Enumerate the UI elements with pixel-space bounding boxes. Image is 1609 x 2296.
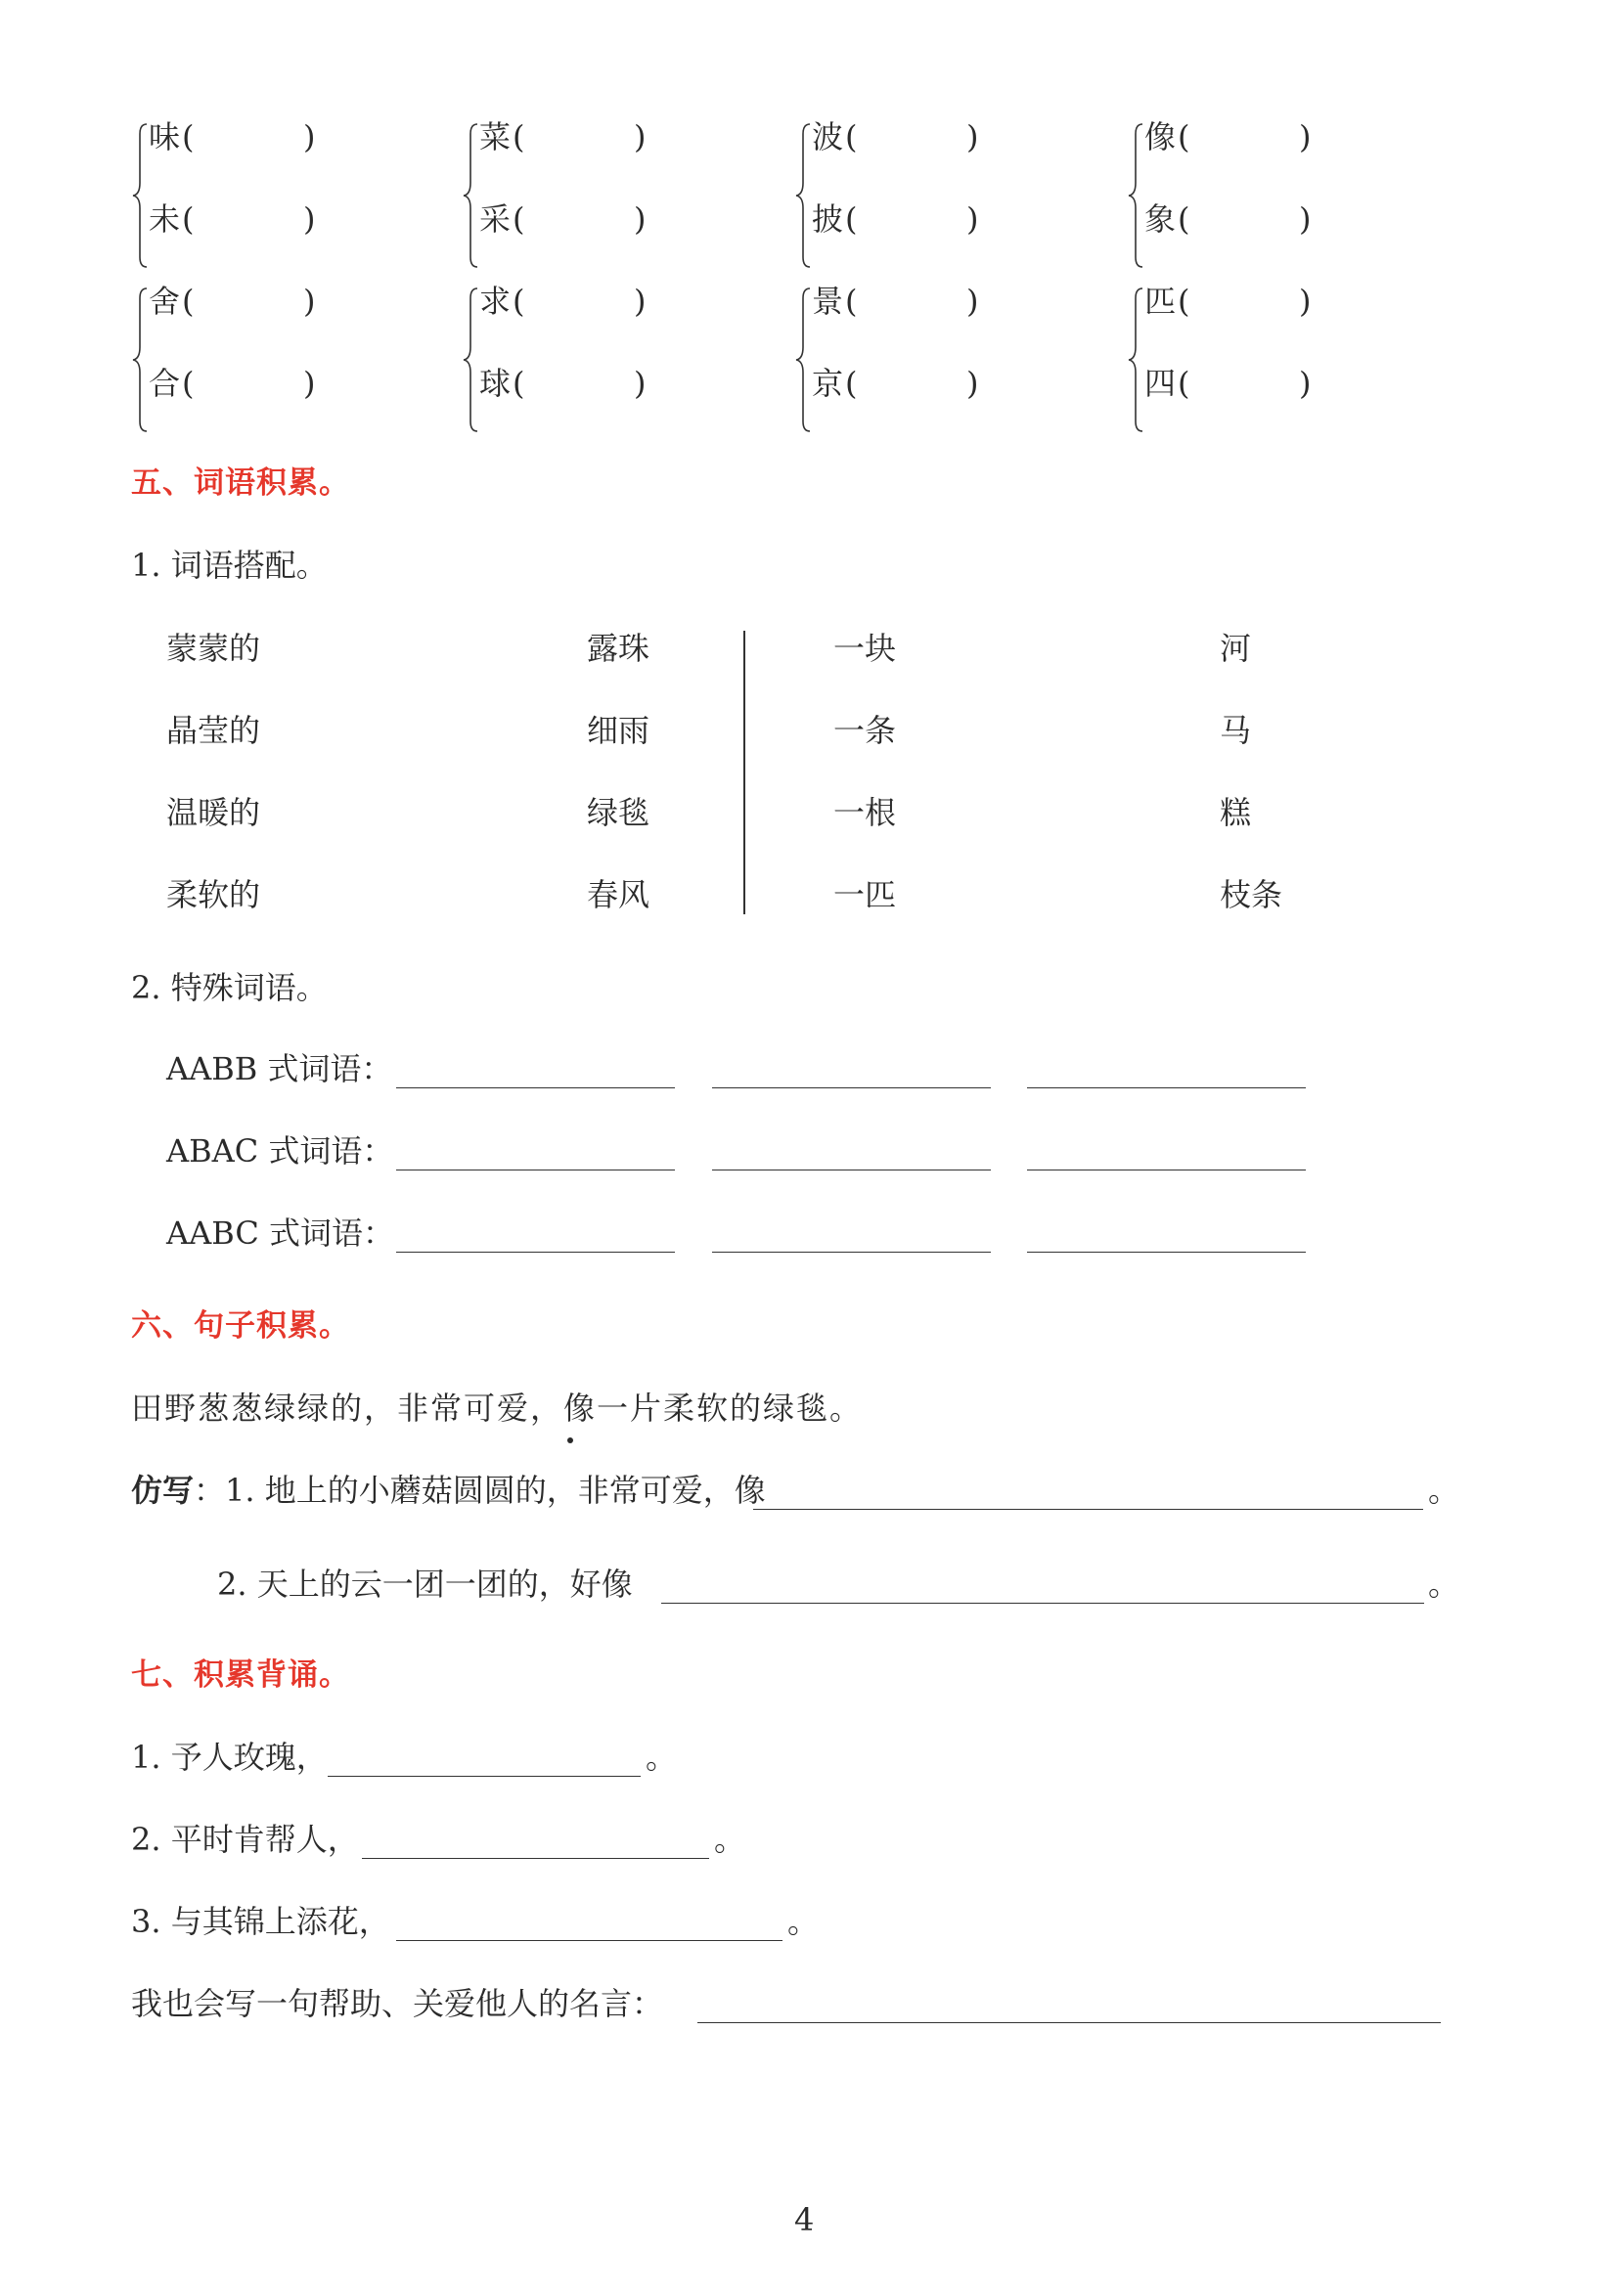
brace-icon — [1127, 287, 1144, 433]
close-paren: ) — [966, 283, 979, 320]
match-object: 糕 — [1220, 794, 1252, 831]
open-paren: ( — [845, 283, 858, 320]
close-paren: ) — [303, 118, 316, 155]
end-mark: 。 — [1428, 1566, 1460, 1603]
pair-character: 求 — [479, 283, 512, 320]
match-object: 马 — [1220, 712, 1252, 749]
pinyin-answer-slot[interactable] — [1197, 284, 1295, 319]
pinyin-answer-slot[interactable] — [201, 284, 299, 319]
abac-label: ABAC 式词语： — [166, 1132, 394, 1170]
close-paren: ) — [966, 365, 979, 402]
match-noun: 绿毯 — [587, 794, 650, 831]
open-paren: ( — [845, 200, 858, 238]
open-paren: ( — [1178, 118, 1190, 155]
quote-prompt: 我也会写一句帮助、关爱他人的名言： — [131, 1985, 664, 2022]
answer-blank[interactable] — [661, 1603, 1424, 1604]
match-divider — [743, 631, 745, 914]
match-measure-word: 一根 — [833, 794, 897, 831]
pinyin-answer-slot[interactable] — [532, 366, 630, 401]
match-noun: 细雨 — [587, 712, 650, 749]
pair-character: 波 — [812, 118, 844, 155]
brace-icon — [131, 122, 149, 269]
match-object: 河 — [1220, 630, 1252, 667]
brace-icon — [462, 122, 479, 269]
pinyin-answer-slot[interactable] — [865, 284, 962, 319]
section-6-title: 六、句子积累。 — [131, 1308, 350, 1344]
pair-character: 披 — [812, 200, 844, 238]
close-paren: ) — [634, 365, 647, 402]
pair-character: 合 — [149, 365, 181, 402]
pinyin-answer-slot[interactable] — [201, 119, 299, 155]
close-paren: ) — [303, 200, 316, 238]
end-mark: 。 — [646, 1739, 678, 1776]
page-number: 4 — [794, 2201, 815, 2238]
match-noun: 春风 — [587, 876, 650, 913]
pinyin-answer-slot[interactable] — [201, 201, 299, 237]
open-paren: ( — [182, 118, 195, 155]
aabc-label: AABC 式词语： — [166, 1214, 394, 1252]
brace-icon — [1127, 122, 1144, 269]
pinyin-answer-slot[interactable] — [201, 366, 299, 401]
answer-blank[interactable] — [712, 1087, 991, 1088]
example-sentence: 田野葱葱绿绿的，非常可爱，像一片柔软的绿毯。 — [131, 1390, 864, 1427]
pinyin-answer-slot[interactable] — [865, 201, 962, 237]
pair-character: 味 — [149, 118, 181, 155]
brace-icon — [131, 287, 149, 433]
pinyin-answer-slot[interactable] — [1197, 119, 1295, 155]
pair-character: 匹 — [1144, 283, 1177, 320]
close-paren: ) — [1299, 283, 1312, 320]
imitate-line-1: ：1. 地上的小蘑菇圆圆的，非常可爱，像 — [194, 1472, 766, 1509]
close-paren: ) — [303, 365, 316, 402]
pinyin-answer-slot[interactable] — [1197, 366, 1295, 401]
match-adj: 晶莹的 — [166, 712, 261, 749]
question-5-1: 1. 词语搭配。 — [131, 547, 328, 584]
pinyin-answer-slot[interactable] — [532, 284, 630, 319]
answer-blank[interactable] — [328, 1776, 641, 1777]
answer-blank[interactable] — [362, 1858, 709, 1859]
match-measure-word: 一条 — [833, 712, 897, 749]
pinyin-answer-slot[interactable] — [532, 201, 630, 237]
question-5-2: 2. 特殊词语。 — [131, 969, 328, 1006]
pinyin-answer-slot[interactable] — [1197, 201, 1295, 237]
answer-blank[interactable] — [396, 1940, 782, 1941]
recite-item-2: 2. 平时肯帮人， — [131, 1821, 359, 1858]
end-mark: 。 — [714, 1821, 746, 1858]
answer-blank[interactable] — [396, 1252, 675, 1253]
pinyin-answer-slot[interactable] — [865, 119, 962, 155]
pair-character: 球 — [479, 365, 512, 402]
aabb-label: AABB 式词语： — [166, 1050, 393, 1087]
pinyin-answer-slot[interactable] — [865, 366, 962, 401]
answer-blank[interactable] — [753, 1509, 1423, 1510]
open-paren: ( — [513, 365, 525, 402]
pinyin-answer-slot[interactable] — [532, 119, 630, 155]
close-paren: ) — [966, 118, 979, 155]
section-7-title: 七、积累背诵。 — [131, 1657, 350, 1693]
close-paren: ) — [966, 200, 979, 238]
close-paren: ) — [303, 283, 316, 320]
answer-blank[interactable] — [697, 2022, 1441, 2023]
match-measure-word: 一块 — [833, 630, 897, 667]
match-noun: 露珠 — [587, 630, 650, 667]
close-paren: ) — [1299, 118, 1312, 155]
pair-character: 采 — [479, 200, 512, 238]
section-5-title: 五、词语积累。 — [131, 465, 350, 501]
pair-character: 舍 — [149, 283, 181, 320]
brace-icon — [462, 287, 479, 433]
open-paren: ( — [845, 365, 858, 402]
close-paren: ) — [634, 283, 647, 320]
open-paren: ( — [845, 118, 858, 155]
open-paren: ( — [513, 283, 525, 320]
match-adj: 温暖的 — [166, 794, 261, 831]
brace-icon — [794, 122, 812, 269]
pair-character: 像 — [1144, 118, 1177, 155]
open-paren: ( — [182, 200, 195, 238]
close-paren: ) — [634, 118, 647, 155]
answer-blank[interactable] — [1027, 1252, 1306, 1253]
open-paren: ( — [1178, 283, 1190, 320]
pair-character: 未 — [149, 200, 181, 238]
recite-item-1: 1. 予人玫瑰， — [131, 1739, 328, 1776]
close-paren: ) — [634, 200, 647, 238]
recite-item-3: 3. 与其锦上添花， — [131, 1903, 390, 1940]
close-paren: ) — [1299, 200, 1312, 238]
pair-character: 象 — [1144, 200, 1177, 238]
answer-blank[interactable] — [712, 1252, 991, 1253]
pair-character: 菜 — [479, 118, 512, 155]
answer-blank[interactable] — [396, 1087, 675, 1088]
match-measure-word: 一匹 — [833, 876, 897, 913]
brace-icon — [794, 287, 812, 433]
open-paren: ( — [182, 283, 195, 320]
open-paren: ( — [1178, 200, 1190, 238]
end-mark: 。 — [1428, 1472, 1460, 1509]
match-adj: 柔软的 — [166, 876, 261, 913]
open-paren: ( — [513, 200, 525, 238]
match-adj: 蒙蒙的 — [166, 630, 261, 667]
imitate-line-2: 2. 天上的云一团一团的，好像 — [217, 1566, 633, 1603]
answer-blank[interactable] — [1027, 1087, 1306, 1088]
emphasis-dot — [567, 1437, 573, 1443]
close-paren: ) — [1299, 365, 1312, 402]
pair-character: 四 — [1144, 365, 1177, 402]
pair-character: 景 — [812, 283, 844, 320]
imitate-label: 仿写 — [131, 1472, 195, 1509]
open-paren: ( — [1178, 365, 1190, 402]
pair-character: 京 — [812, 365, 844, 402]
end-mark: 。 — [787, 1903, 820, 1940]
open-paren: ( — [182, 365, 195, 402]
match-object: 枝条 — [1220, 876, 1283, 913]
open-paren: ( — [513, 118, 525, 155]
